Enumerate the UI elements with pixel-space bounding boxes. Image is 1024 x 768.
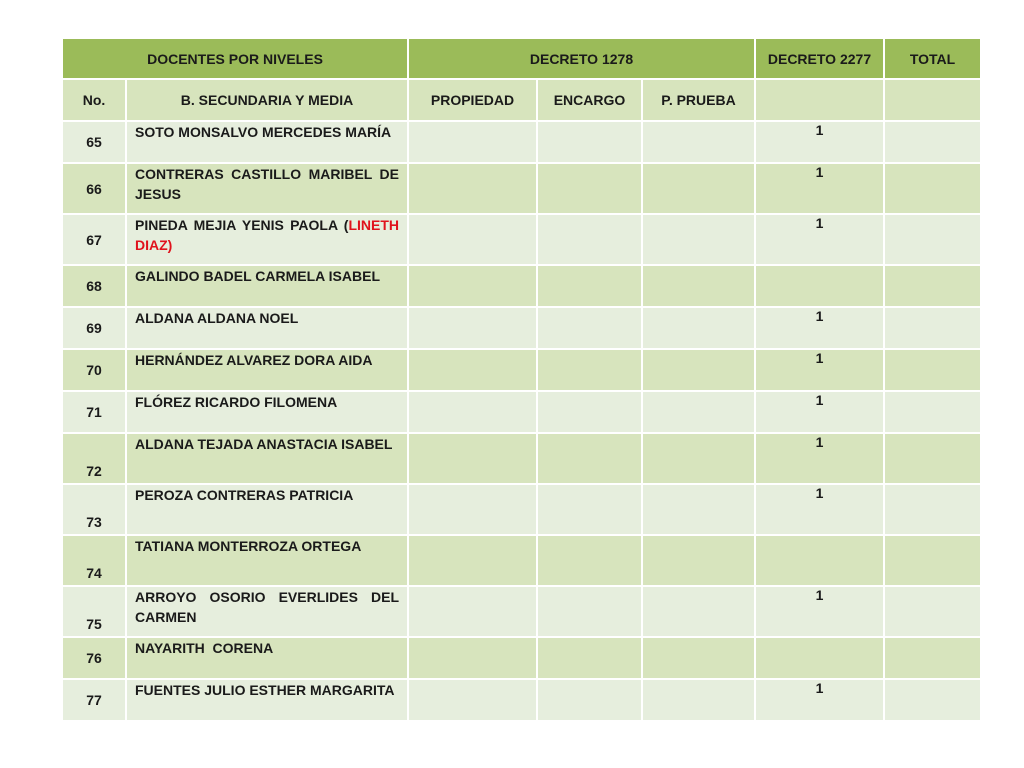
propiedad-cell [408,586,537,637]
subheader-propiedad: PROPIEDAD [408,79,537,121]
teacher-name: FUENTES JULIO ESTHER MARGARITA [126,679,408,721]
row-number: 76 [62,637,126,679]
total-cell [884,679,981,721]
encargo-cell [537,679,642,721]
decreto-2277-cell: 1 [755,349,884,391]
teacher-name: FLÓREZ RICARDO FILOMENA [126,391,408,433]
propiedad-cell [408,265,537,307]
encargo-cell [537,349,642,391]
header-decreto-1278: DECRETO 1278 [408,38,755,79]
p-prueba-cell [642,214,755,265]
row-number: 75 [62,586,126,637]
total-cell [884,214,981,265]
teacher-name: HERNÁNDEZ ALVAREZ DORA AIDA [126,349,408,391]
teacher-name: SOTO MONSALVO MERCEDES MARÍA [126,121,408,163]
table-row [62,484,981,535]
decreto-2277-cell [755,535,884,586]
total-cell [884,637,981,679]
encargo-cell [537,433,642,484]
encargo-cell [537,214,642,265]
table-row [62,265,981,307]
total-cell [884,586,981,637]
p-prueba-cell [642,679,755,721]
p-prueba-cell [642,484,755,535]
header-row [62,38,981,79]
total-cell [884,349,981,391]
propiedad-cell [408,637,537,679]
propiedad-cell [408,349,537,391]
table-row [62,121,981,163]
table-row [62,349,981,391]
table-row [62,679,981,721]
encargo-cell [537,535,642,586]
subheader-p-prueba: P. PRUEBA [642,79,755,121]
teacher-name: NAYARITH CORENA [126,637,408,679]
header-decreto-2277: DECRETO 2277 [755,38,884,79]
total-cell [884,484,981,535]
decreto-2277-cell: 1 [755,214,884,265]
p-prueba-cell [642,391,755,433]
row-number: 68 [62,265,126,307]
decreto-2277-cell: 1 [755,307,884,349]
encargo-cell [537,265,642,307]
row-number: 73 [62,484,126,535]
decreto-2277-cell: 1 [755,679,884,721]
table-row [62,391,981,433]
teachers-table [61,37,982,722]
subheader-level: B. SECUNDARIA Y MEDIA [126,79,408,121]
total-cell [884,391,981,433]
encargo-cell [537,484,642,535]
teacher-name: ALDANA ALDANA NOEL [126,307,408,349]
table-row [62,433,981,484]
row-number: 66 [62,163,126,214]
decreto-2277-cell: 1 [755,586,884,637]
p-prueba-cell [642,121,755,163]
teacher-name: CONTRERAS CASTILLO MARIBEL DE JESUS [126,163,408,214]
propiedad-cell [408,433,537,484]
decreto-2277-cell: 1 [755,433,884,484]
p-prueba-cell [642,637,755,679]
propiedad-cell [408,163,537,214]
teacher-name-part: ) [167,237,173,253]
encargo-cell [537,163,642,214]
header-total: TOTAL [884,38,981,79]
subheader-empty-total [884,79,981,121]
teacher-name: PEROZA CONTRERAS PATRICIA [126,484,408,535]
decreto-2277-cell: 1 [755,391,884,433]
subheader-encargo: ENCARGO [537,79,642,121]
table-row [62,163,981,214]
total-cell [884,163,981,214]
decreto-2277-cell [755,637,884,679]
subheader-no: No. [62,79,126,121]
propiedad-cell [408,121,537,163]
subheader-row [62,79,981,121]
propiedad-cell [408,391,537,433]
subheader-empty-2277 [755,79,884,121]
p-prueba-cell [642,307,755,349]
propiedad-cell [408,535,537,586]
decreto-2277-cell: 1 [755,484,884,535]
total-cell [884,535,981,586]
propiedad-cell [408,214,537,265]
total-cell [884,265,981,307]
p-prueba-cell [642,433,755,484]
table-row [62,637,981,679]
propiedad-cell [408,484,537,535]
row-number: 72 [62,433,126,484]
total-cell [884,307,981,349]
table-row [62,307,981,349]
teacher-name: TATIANA MONTERROZA ORTEGA [126,535,408,586]
encargo-cell [537,391,642,433]
decreto-2277-cell: 1 [755,121,884,163]
row-number: 65 [62,121,126,163]
encargo-cell [537,121,642,163]
row-number: 77 [62,679,126,721]
row-number: 71 [62,391,126,433]
total-cell [884,433,981,484]
total-cell [884,121,981,163]
propiedad-cell [408,307,537,349]
table-row [62,214,981,265]
decreto-2277-cell [755,265,884,307]
row-number: 74 [62,535,126,586]
p-prueba-cell [642,535,755,586]
decreto-2277-cell: 1 [755,163,884,214]
row-number: 69 [62,307,126,349]
encargo-cell [537,586,642,637]
teacher-name [126,214,408,265]
row-number: 70 [62,349,126,391]
encargo-cell [537,307,642,349]
teacher-name: GALINDO BADEL CARMELA ISABEL [126,265,408,307]
p-prueba-cell [642,586,755,637]
teacher-name: ALDANA TEJADA ANASTACIA ISABEL [126,433,408,484]
propiedad-cell [408,679,537,721]
row-number: 67 [62,214,126,265]
table-row [62,535,981,586]
p-prueba-cell [642,163,755,214]
teacher-name: ARROYO OSORIO EVERLIDES DEL CARMEN [126,586,408,637]
encargo-cell [537,637,642,679]
replacement-name: LINETH DIAZ [135,217,399,253]
header-docentes-por-niveles: DOCENTES POR NIVELES [62,38,408,79]
teacher-name-part: PINEDA MEJIA YENIS PAOLA ( [135,217,349,233]
p-prueba-cell [642,265,755,307]
p-prueba-cell [642,349,755,391]
table-row [62,586,981,637]
